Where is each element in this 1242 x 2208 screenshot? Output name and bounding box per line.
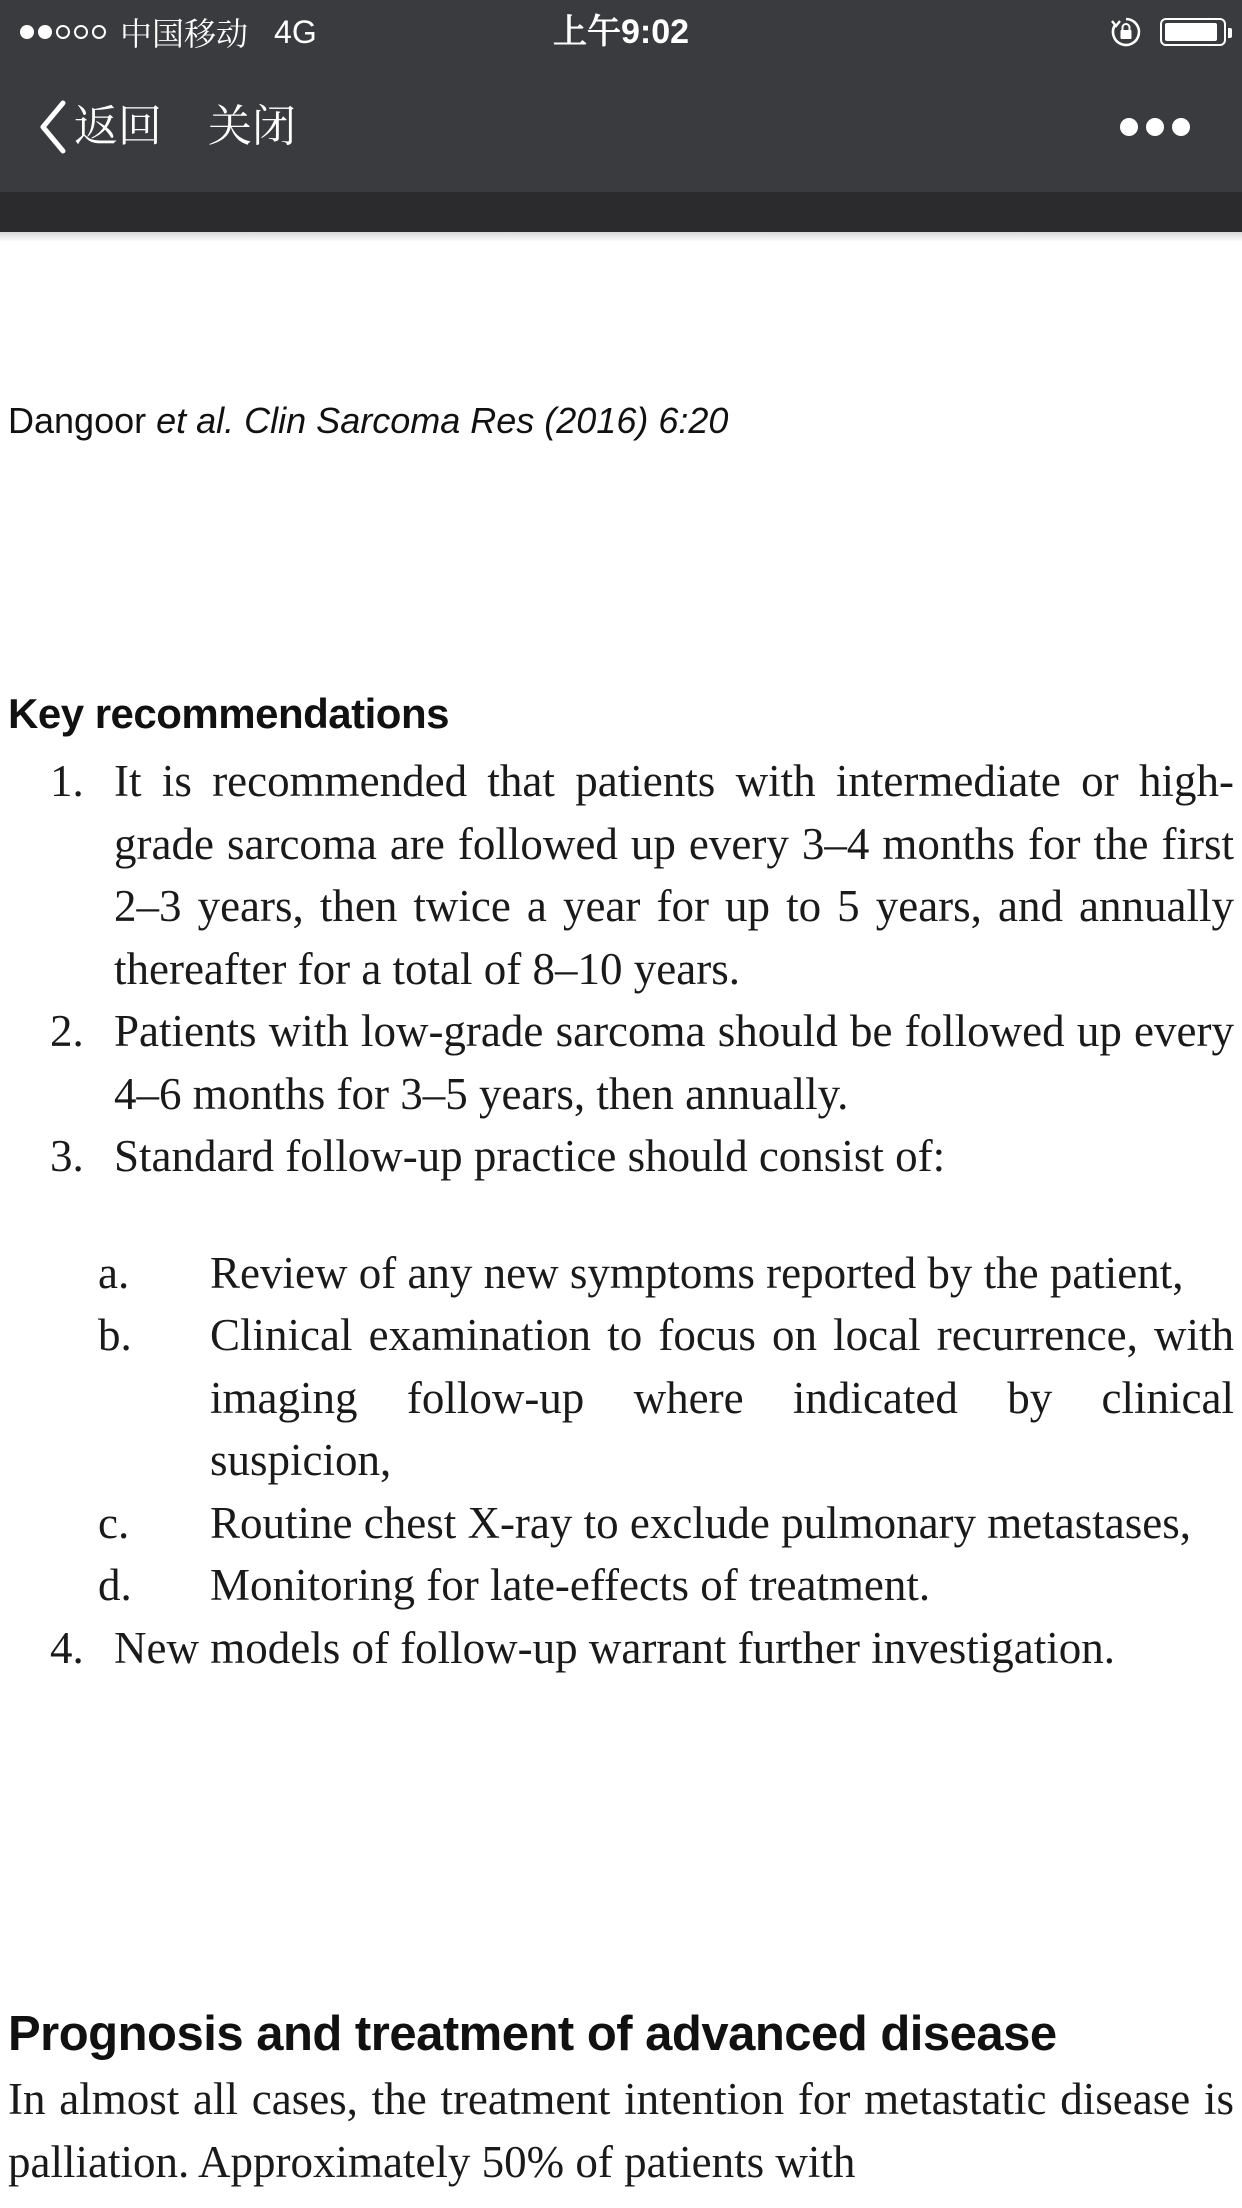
sub-item-text: Monitoring for late-effects of treatment. bbox=[210, 1560, 931, 1610]
citation-journal: et al. Clin Sarcoma Res bbox=[156, 400, 535, 441]
recommendation-number: 1. bbox=[50, 756, 84, 806]
recommendations-list bbox=[0, 750, 1242, 1679]
sub-item-letter: a. bbox=[98, 1247, 130, 1298]
status-bar bbox=[0, 0, 1242, 64]
progress-strip bbox=[0, 192, 1242, 232]
back-button[interactable] bbox=[38, 94, 162, 160]
list-spacer bbox=[0, 1188, 1242, 1242]
citation-year: (2016) 6:20 bbox=[544, 400, 729, 441]
recommendation-item bbox=[0, 1000, 1234, 1125]
orientation-lock-icon bbox=[1110, 16, 1142, 48]
sub-item-text: Routine chest X-ray to exclude pulmonary metastases, bbox=[210, 1497, 1191, 1548]
battery-fill bbox=[1165, 23, 1217, 41]
carrier-name: 中国移动 bbox=[120, 16, 249, 52]
battery-tip bbox=[1228, 28, 1232, 38]
key-recommendations-heading: Key recommendations bbox=[8, 690, 449, 737]
network-type: 4G bbox=[274, 13, 317, 50]
sub-item-letter: c. bbox=[98, 1497, 130, 1548]
sub-item-text: Clinical examination to focus on local recurrence, with imaging follow-up where indicated by clinical suspicion, bbox=[210, 1310, 1234, 1485]
more-dot-icon bbox=[1172, 118, 1190, 136]
recommendation-text: New models of follow-up warrant further investigation. bbox=[114, 1622, 1115, 1673]
recommendation-number: 3. bbox=[50, 1131, 84, 1181]
sub-item-letter: d. bbox=[98, 1560, 132, 1610]
more-options-button[interactable] bbox=[1120, 109, 1190, 145]
sub-item-text: Review of any new symptoms reported by the patient, bbox=[210, 1247, 1184, 1298]
back-label: 返回 bbox=[74, 101, 162, 152]
recommendation-text: It is recommended that patients with intermediate or high-grade sarcoma are followed up every 3–4 months for the first 2–3 years, then twice a year for up to 5 years, and annually thereafter for a total of 8–10 years. bbox=[114, 756, 1234, 994]
prognosis-heading: Prognosis and treatment of advanced disease bbox=[8, 2007, 1057, 2061]
recommendation-text: Patients with low-grade sarcoma should be followed up every 4–6 months for 3–5 years, then annually. bbox=[114, 1006, 1234, 1119]
recommendation-item bbox=[0, 750, 1234, 1000]
nav-bar bbox=[0, 64, 1242, 192]
citation-author: Dangoor bbox=[8, 400, 147, 441]
citation-line bbox=[8, 400, 728, 442]
sub-item bbox=[0, 1492, 1234, 1555]
recommendation-number: 4. bbox=[50, 1622, 84, 1673]
recommendation-item bbox=[0, 1125, 1234, 1188]
sub-item bbox=[0, 1242, 1234, 1305]
sub-item-letter: b. bbox=[98, 1310, 132, 1360]
close-button[interactable]: 关闭 bbox=[208, 101, 296, 152]
sub-item bbox=[0, 1554, 1234, 1617]
recommendation-number: 2. bbox=[50, 1006, 84, 1056]
status-right bbox=[1110, 14, 1226, 50]
status-time: 上午9:02 bbox=[552, 13, 690, 51]
battery-icon bbox=[1160, 18, 1226, 46]
recommendation-text: Standard follow-up practice should consist of: bbox=[114, 1131, 946, 1181]
more-dot-icon bbox=[1146, 118, 1164, 136]
recommendation-item bbox=[0, 1617, 1234, 1680]
more-dot-icon bbox=[1120, 118, 1138, 136]
chevron-left-icon bbox=[38, 99, 68, 155]
header-shadow bbox=[0, 232, 1242, 242]
prognosis-paragraph: In almost all cases, the treatment intention for metastatic disease is palliation. Approximately 50% of patients with bbox=[8, 2074, 1234, 2187]
sub-item bbox=[0, 1304, 1234, 1492]
